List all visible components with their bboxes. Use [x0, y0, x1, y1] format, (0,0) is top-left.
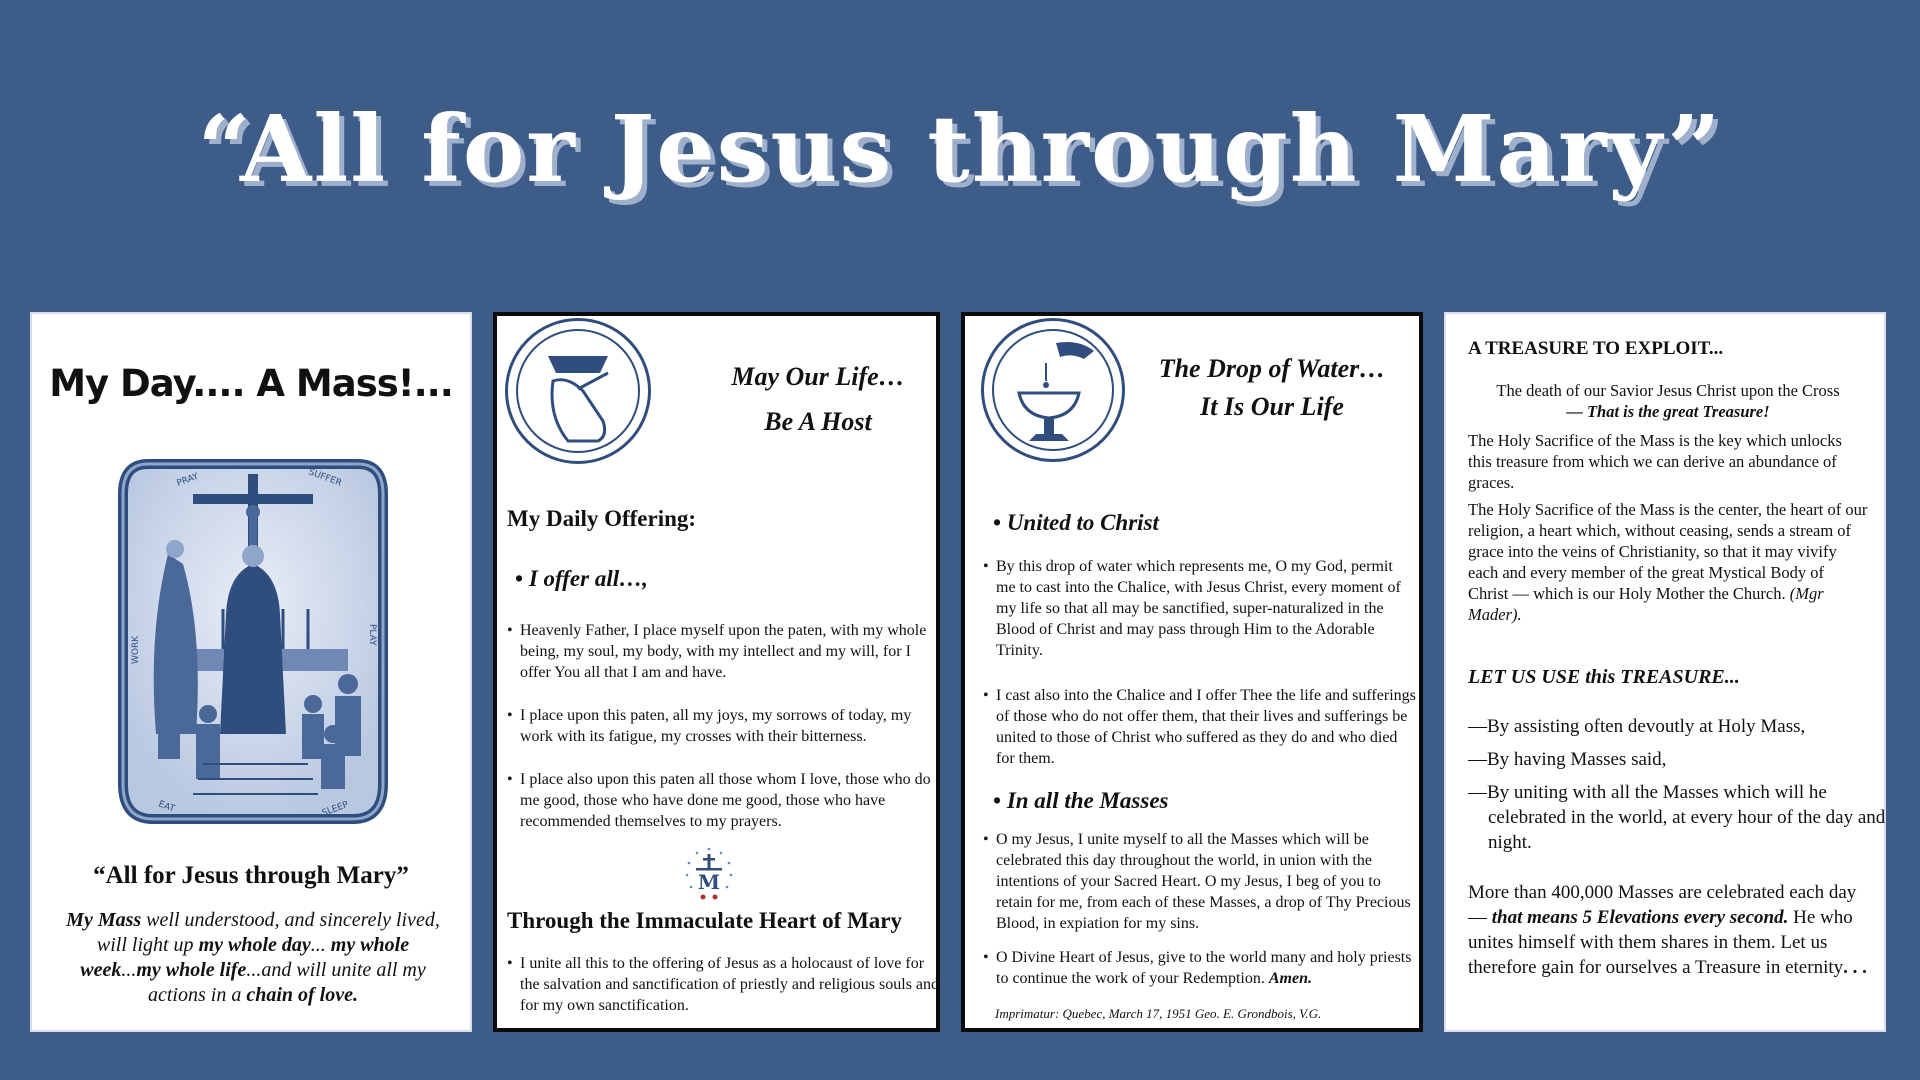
imprimatur: Imprimatur: Quebec, March 17, 1951 Geo. E. Grondbois, V.G.: [995, 1006, 1322, 1021]
host-hand-icon: [505, 318, 651, 464]
paragraph-line: The death of our Savior Jesus Christ upon the Cross: [1496, 381, 1840, 400]
frame-label-eat: EAT: [156, 799, 177, 815]
text-part: More than 400,000 Masses are celebrated each day —: [1468, 882, 1857, 928]
paragraph-line: — That is the great Treasure!: [1566, 402, 1770, 421]
text-part: chain of love.: [246, 984, 358, 1006]
text-part: that means 5 Elevations every second.: [1491, 907, 1789, 928]
mass-illustration: [108, 434, 398, 844]
frame-label-work: WORK: [131, 635, 141, 664]
card-my-day-a-mass: [30, 312, 472, 1032]
text-part: He who unites himself with them shares in them. Let us therefore gain for ourselves a Treasure in eternity: [1468, 907, 1853, 978]
heading-line: May Our Life…: [731, 362, 905, 391]
card-title: My Day.... A Mass!...: [49, 362, 453, 405]
card-heading: [709, 354, 927, 444]
amen: Amen.: [1268, 970, 1312, 987]
page-title: “All for Jesus through Mary”: [197, 95, 1723, 203]
section-heading: Through the Immaculate Heart of Mary: [507, 908, 902, 933]
text-part: well understood, and sincerely lived, will light up: [96, 909, 440, 956]
bullet: [983, 947, 1426, 989]
paragraph: [1468, 499, 1868, 625]
section-heading: My Daily Offering:: [507, 506, 697, 531]
heading-line: The Drop of Water…: [1158, 354, 1386, 383]
frame-label-pray: PRAY: [175, 471, 200, 489]
paragraph: [1468, 380, 1868, 422]
text-part: my whole week: [80, 934, 410, 981]
dash-item: —By uniting with all the Masses which will he celebrated in the world, at every hour of the day and night.: [1468, 782, 1886, 853]
bullet: • By this drop of water which represents me, O my God, permit me to cast into the Chalice, with Jesus Christ, every moment of my life so that all may be sanctified, super-naturalized in the Blood of Christ and may pass through Him to the Adorable Trinity.: [983, 556, 1416, 661]
card1-text: [60, 908, 446, 1008]
closing-paragraph: [1468, 880, 1868, 980]
dash-item: —By having Masses said,: [1468, 749, 1667, 770]
sub-heading: • United to Christ: [993, 510, 1159, 536]
monogram: M: [697, 870, 721, 894]
dash-item: —By assisting often devoutly at Holy Mass,: [1468, 716, 1806, 737]
card-heading: A TREASURE TO EXPLOIT...: [1468, 338, 1724, 359]
frame-label-sleep: SLEEP: [320, 800, 350, 819]
card-drop-of-water: [961, 312, 1423, 1032]
text-part: ...: [310, 934, 331, 956]
chalice-icon: [981, 318, 1125, 462]
motto: “All for Jesus through Mary”: [93, 862, 409, 889]
text-part: my whole life: [136, 959, 247, 981]
paragraph: The Holy Sacrifice of the Mass is the key which unlocks this treasure from which we can derive an abundance of graces.: [1468, 431, 1842, 492]
bullet-text: O Divine Heart of Jesus, give to the world many and holy priests to continue the work of your Redemption.: [996, 949, 1412, 987]
frame-label-play: PLAY: [367, 624, 377, 646]
text-part: My Mass: [66, 909, 142, 931]
bullet: • O my Jesus, I unite myself to all the Masses which will be celebrated this day throughout the world, in union with the intentions of your Sacred Heart. O my Jesus, I beg of you to retain for me, from each of these Masses, a drop of Thy Precious Blood, in expiation for my sins.: [983, 829, 1416, 934]
frame-label-suffer: SUFFER: [306, 467, 343, 489]
bullet: • Heavenly Father, I place myself upon the paten, with my whole being, my soul, my body, with my intellect and my will, for I offer You all that I am and have.: [507, 620, 945, 683]
citation: (Mgr Mader).: [1468, 584, 1824, 624]
sub-heading: • I offer all…,: [515, 566, 648, 592]
bullet: • I place also upon this paten all those whom I love, those who do me good, those who have done me good, those who have recommended themselves to my prayers.: [507, 769, 945, 832]
heading-line: Be A Host: [764, 407, 872, 436]
text-part: my whole day: [198, 934, 311, 956]
sub-heading: • In all the Masses: [993, 788, 1169, 814]
heading-line: It Is Our Life: [1200, 392, 1344, 421]
section-heading: LET US USE this TREASURE...: [1468, 666, 1740, 688]
bullet: • I place upon this paten, all my joys, my sorrows of today, my work with its fatigue, my crosses with their bitterness.: [507, 705, 945, 747]
bullet: • I unite all this to the offering of Jesus as a holocaust of love for the salvation and sanctification of priestly and religious souls and for my own sanctification.: [507, 953, 945, 1016]
card-treasure: [1444, 312, 1886, 1032]
paragraph-text: The Holy Sacrifice of the Mass is the center, the heart of our religion, a heart which, without ceasing, sends a stream of grace into the veins of Christianity, so that it may vivify each and every member of the great Mystical Body of Christ — which is our Holy Mother the Church.: [1468, 500, 1868, 603]
text-part: ...and will unite all my actions in a: [148, 959, 426, 1006]
bullet: • I cast also into the Chalice and I offer Thee the life and sufferings of those who do not offer them, that their lives and sufferings be united to those of Christ who suffered as they do and who died for them.: [983, 685, 1416, 769]
text-part: ...: [121, 959, 137, 981]
card-may-our-life: [493, 312, 940, 1032]
miraculous-medal-icon: [684, 846, 734, 901]
text-part: . . .: [1843, 957, 1867, 978]
card-heading: [1147, 350, 1397, 426]
